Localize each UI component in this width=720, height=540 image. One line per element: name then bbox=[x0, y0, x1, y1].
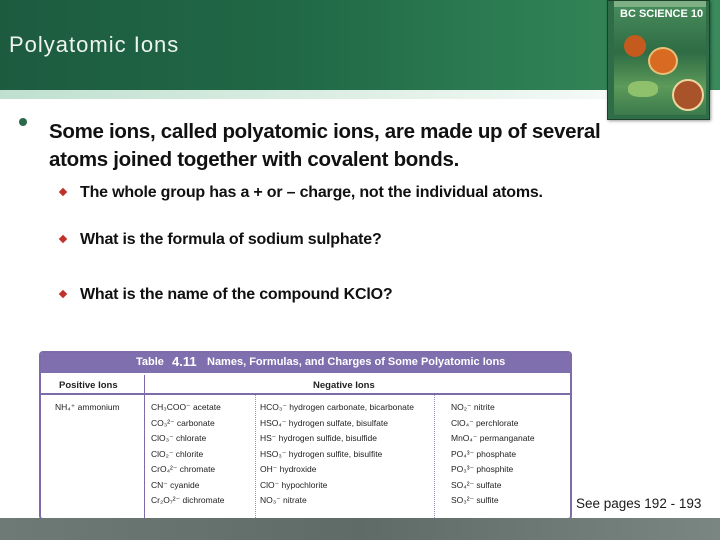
table-cell: CN⁻ cyanide bbox=[151, 479, 200, 490]
polyatomic-ions-table bbox=[39, 351, 572, 520]
table-cell: NO₂⁻ nitrite bbox=[451, 402, 495, 412]
table-header-row bbox=[41, 375, 570, 395]
cover-top-band bbox=[614, 1, 706, 7]
cover-decoration bbox=[628, 81, 658, 97]
table-cell: ClO₄⁻ perchlorate bbox=[451, 417, 519, 428]
cover-decoration bbox=[624, 35, 646, 57]
page-reference: See pages 192 - 193 bbox=[576, 496, 702, 511]
table-cell: PO₄³⁻ phosphate bbox=[451, 448, 517, 459]
table-cell: PO₃³⁻ phosphite bbox=[451, 464, 514, 474]
table-cell: CH₃COO⁻ acetate bbox=[151, 402, 221, 412]
table-cell: ClO₃⁻ chlorate bbox=[151, 433, 207, 443]
column-divider bbox=[434, 395, 436, 518]
table-cell: SO₄²⁻ sulfate bbox=[451, 479, 502, 490]
table-cell: NO₃⁻ nitrate bbox=[260, 495, 307, 505]
sub-bullet-text: The whole group has a + or – charge, not the individual atoms. bbox=[80, 184, 543, 201]
table-cell: ClO⁻ hypochlorite bbox=[260, 479, 328, 490]
sub-bullet-text: What is the name of the compound KClO? bbox=[80, 286, 393, 303]
table-cell: CrO₄²⁻ chromate bbox=[151, 464, 216, 474]
textbook-cover-image bbox=[607, 0, 710, 120]
sub-bullet-text: What is the formula of sodium sulphate? bbox=[80, 231, 382, 248]
table-cell: SO₃²⁻ sulfite bbox=[451, 495, 499, 505]
diamond-bullet-icon bbox=[59, 290, 67, 298]
table-cell: MnO₄⁻ permanganate bbox=[451, 433, 535, 443]
diamond-bullet-icon bbox=[59, 188, 67, 196]
table-cell: HS⁻ hydrogen sulfide, bisulfide bbox=[260, 433, 377, 443]
table-cell: OH⁻ hydroxide bbox=[260, 464, 317, 474]
table-cell: ClO₂⁻ chlorite bbox=[151, 448, 204, 459]
cover-decoration bbox=[672, 79, 704, 111]
table-cell: Cr₂O₇²⁻ dichromate bbox=[151, 495, 225, 505]
header-negative-ions: Negative Ions bbox=[313, 380, 375, 391]
header-positive-ions: Positive Ions bbox=[59, 380, 118, 391]
table-caption bbox=[41, 353, 570, 373]
column-divider bbox=[144, 375, 145, 518]
table-cell: HSO₃⁻ hydrogen sulfite, bisulfite bbox=[260, 448, 383, 459]
diamond-bullet-icon bbox=[59, 235, 67, 243]
table-cell: HSO₄⁻ hydrogen sulfate, bisulfate bbox=[260, 417, 388, 428]
cover-decoration bbox=[648, 47, 678, 75]
table-title: Names, Formulas, and Charges of Some Polyatomic Ions bbox=[207, 356, 506, 368]
table-label: Table bbox=[136, 356, 164, 368]
column-divider bbox=[255, 395, 257, 518]
footer-bar bbox=[0, 518, 720, 540]
slide-title: Polyatomic Ions bbox=[9, 32, 180, 57]
bullet-icon bbox=[19, 118, 27, 126]
book-title: BC SCIENCE 10 bbox=[620, 8, 704, 20]
table-cell: CO₃²⁻ carbonate bbox=[151, 417, 215, 428]
table-cell: NH₄⁺ ammonium bbox=[55, 402, 120, 412]
main-bullet-text: Some ions, called polyatomic ions, are made up of several atoms joined together with covalent bonds. bbox=[49, 120, 601, 171]
table-number: 4.11 bbox=[172, 354, 197, 369]
table-cell: HCO₃⁻ hydrogen carbonate, bicarbonate bbox=[260, 402, 414, 412]
